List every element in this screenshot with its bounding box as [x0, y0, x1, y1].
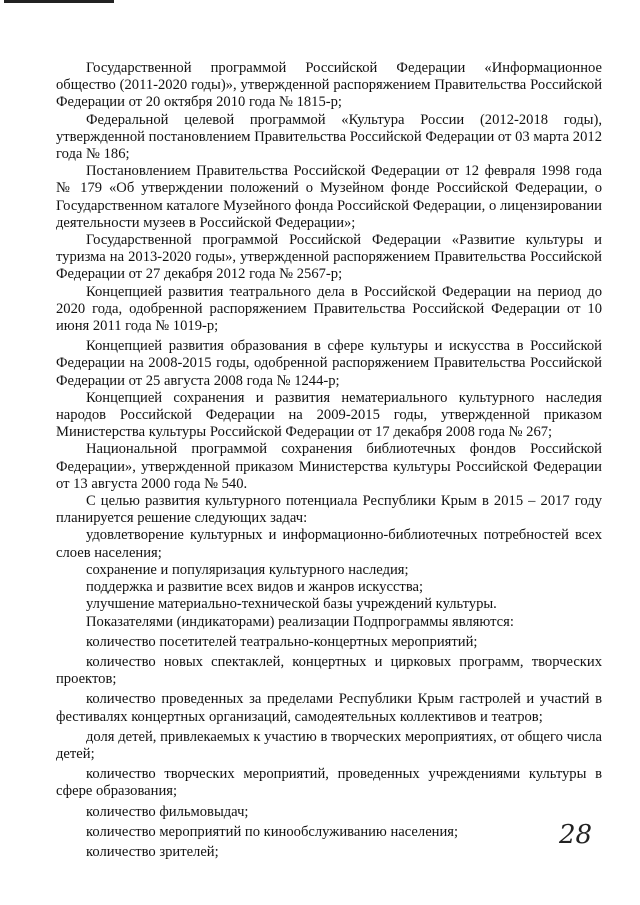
paragraph: Концепцией сохранения и развития нематериального культурного наследия народов Российской Федерации на 2009-2015 годы, утвержденной приказом Министерства культуры Российской Федерации от 17 декабря 2008 года № 267; — [56, 389, 602, 441]
document-body — [56, 60, 602, 861]
top-rule — [4, 0, 114, 3]
task-item: удовлетворение культурных и информационно-библиотечных потребностей всех слоев населения; — [56, 527, 602, 561]
paragraph: Государственной программой Российской Федерации «Информационное общество (2011-2020 годы)», утвержденной распоряжением Правительства Российской Федерации от 20 октября 2010 года № 1815-р; — [56, 60, 602, 111]
paragraph: Концепцией развития театрального дела в Российской Федерации на период до 2020 года, одобренной распоряжением Правительства Российской Федерации от 10 июня 2011 года № 1019-р; — [56, 283, 602, 335]
page-number: 28 — [559, 820, 593, 850]
indicator-item: количество зрителей; — [86, 843, 219, 860]
paragraph: Государственной программой Российской Федерации «Развитие культуры и туризма на 2013-2020 годы», утвержденной распоряжением Правительства Российской Федерации от 27 декабря 2012 года № 2567-р; — [56, 232, 602, 283]
paragraph: Концепцией развития образования в сфере культуры и искусства в Российской Федерации на 2008-2015 годы, одобренной распоряжением Правительства Российской Федерации от 25 августа 2008 года № 1244-р; — [56, 338, 602, 389]
paragraph: Показателями (индикаторами) реализации Подпрограммы являются: — [86, 613, 514, 630]
paragraph: Федеральной целевой программой «Культура России (2012-2018 годы), утвержденной постановлением Правительства Российской Федерации от 03 марта 2012 года № 186; — [56, 111, 602, 163]
paragraph: Национальной программой сохранения библиотечных фондов Российской Федерации», утвержденной приказом Министерства культуры Российской Федерации от 13 августа 2000 года № 540. — [56, 441, 602, 492]
indicator-item: количество новых спектаклей, концертных и цирковых программ, творческих проектов; — [56, 653, 602, 688]
task-item: поддержка и развитие всех видов и жанров искусства; — [86, 579, 424, 596]
paragraph: Постановлением Правительства Российской Федерации от 12 февраля 1998 года № 179 «Об утверждении положений о Музейном фонде Российской Федерации, о Государственном каталоге Музейного фонда Российской Федерации, о лицензировании деятельности музеев в Российской Федерации»; — [56, 163, 602, 231]
paragraph: С целью развития культурного потенциала Республики Крым в 2015 – 2017 году планируется решение следующих задач: — [56, 493, 602, 527]
indicator-item: количество проведенных за пределами Республики Крым гастролей и участий в фестивалях концертных организаций, самодеятельных коллективов и театров; — [56, 691, 602, 725]
indicator-item: количество мероприятий по кинообслуживанию населения; — [86, 823, 459, 840]
indicator-item: количество посетителей театрально-концертных мероприятий; — [86, 633, 478, 650]
indicator-item: количество фильмовыдач; — [86, 803, 249, 820]
indicator-item: количество творческих мероприятий, проведенных учреждениями культуры в сфере образования; — [56, 766, 602, 800]
task-item: улучшение материально-технической базы учреждений культуры. — [86, 596, 497, 613]
task-item: сохранение и популяризация культурного наследия; — [86, 561, 409, 578]
indicator-item: доля детей, привлекаемых к участию в творческих мероприятиях, от общего числа детей; — [56, 728, 602, 762]
